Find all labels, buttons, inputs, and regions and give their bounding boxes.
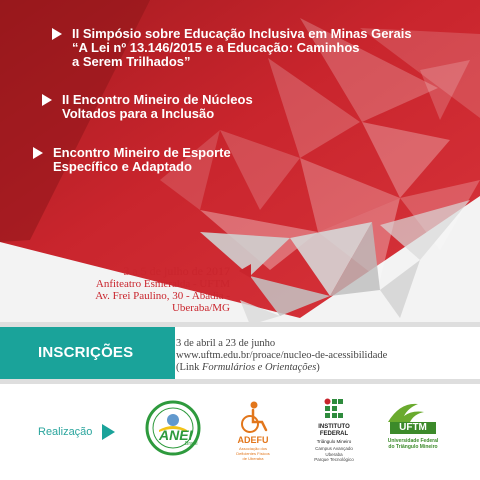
- adefu-subtitle: [228, 446, 278, 461]
- inscricoes-details: [176, 338, 387, 374]
- wheelchair-icon: [228, 400, 278, 434]
- bullet-arrow-icon: [52, 28, 62, 40]
- event-venue: Anfiteatro Esmeralda - UFTM: [95, 278, 230, 290]
- adefu-line: Associação dos: [238, 446, 267, 451]
- link-prefix: (Link: [176, 362, 202, 373]
- adefu-logo: [228, 400, 278, 462]
- event-date: 3 a 5 de julho de 2017: [123, 264, 230, 278]
- realizacao-label: Realização: [38, 426, 93, 438]
- if-campus: [306, 446, 362, 463]
- bullet-line: II Encontro Mineiro de Núcleos: [62, 92, 253, 107]
- if-sub: Uberaba: [325, 451, 343, 457]
- instituto-federal-logo: [306, 398, 362, 464]
- bullet-arrow-icon: [33, 147, 43, 159]
- bullet-line: a Serem Trilhados”: [72, 54, 191, 69]
- inscricoes-label: INSCRIÇÕES: [38, 344, 134, 361]
- event-info: [40, 265, 230, 314]
- adefu-line: Deficientes Físicos: [236, 451, 270, 456]
- event-address: Av. Frei Paulino, 30 - Abadia - Uberaba/MG: [95, 290, 230, 314]
- link-suffix: ): [316, 362, 320, 373]
- uftm-logo: [378, 400, 448, 460]
- bullet-line: Específico e Adaptado: [53, 159, 192, 174]
- if-sub: Parque Tecnológico: [314, 457, 354, 462]
- bullet-line: Encontro Mineiro de Esporte: [53, 145, 231, 160]
- link-italic: Formulários e Orientações: [201, 362, 317, 373]
- adefu-name: ADEFU: [237, 435, 269, 445]
- realizacao-arrow-icon: [102, 424, 115, 440]
- uftm-line: Universidade Federal: [387, 438, 439, 444]
- if-line: FEDERAL: [319, 431, 349, 437]
- if-grid-icon: [324, 398, 344, 424]
- uftm-line: do Triângulo Mineiro: [388, 444, 438, 450]
- inscricoes-link-note: [176, 362, 387, 374]
- anei-text: ANEI: [159, 427, 193, 443]
- adefu-line: de Uberaba: [242, 456, 264, 461]
- anei-logo: [145, 400, 201, 456]
- uftm-abbr: UFTM: [399, 422, 427, 433]
- if-line: INSTITUTO: [318, 424, 350, 430]
- event-arrow-icon: [239, 264, 251, 278]
- bullet-line: II Simpósio sobre Educação Inclusiva em Minas Gerais: [72, 26, 412, 41]
- if-name: [306, 424, 362, 445]
- inscricoes-period: 3 de abril a 23 de junho: [176, 338, 276, 349]
- if-line: Triângulo Mineiro: [316, 439, 352, 444]
- if-sub: Campus Avançado: [315, 446, 353, 451]
- uftm-name: [378, 438, 448, 450]
- anei-subtext: Brasil: [185, 441, 198, 447]
- inscricoes-url[interactable]: www.uftm.edu.br/proace/nucleo-de-acessibilidade: [176, 350, 388, 361]
- bullet-line: “A Lei nº 13.146/2015 e a Educação: Caminhos: [72, 40, 360, 55]
- bullet-line: Voltados para a Inclusão: [62, 106, 215, 121]
- bullet-arrow-icon: [42, 94, 52, 106]
